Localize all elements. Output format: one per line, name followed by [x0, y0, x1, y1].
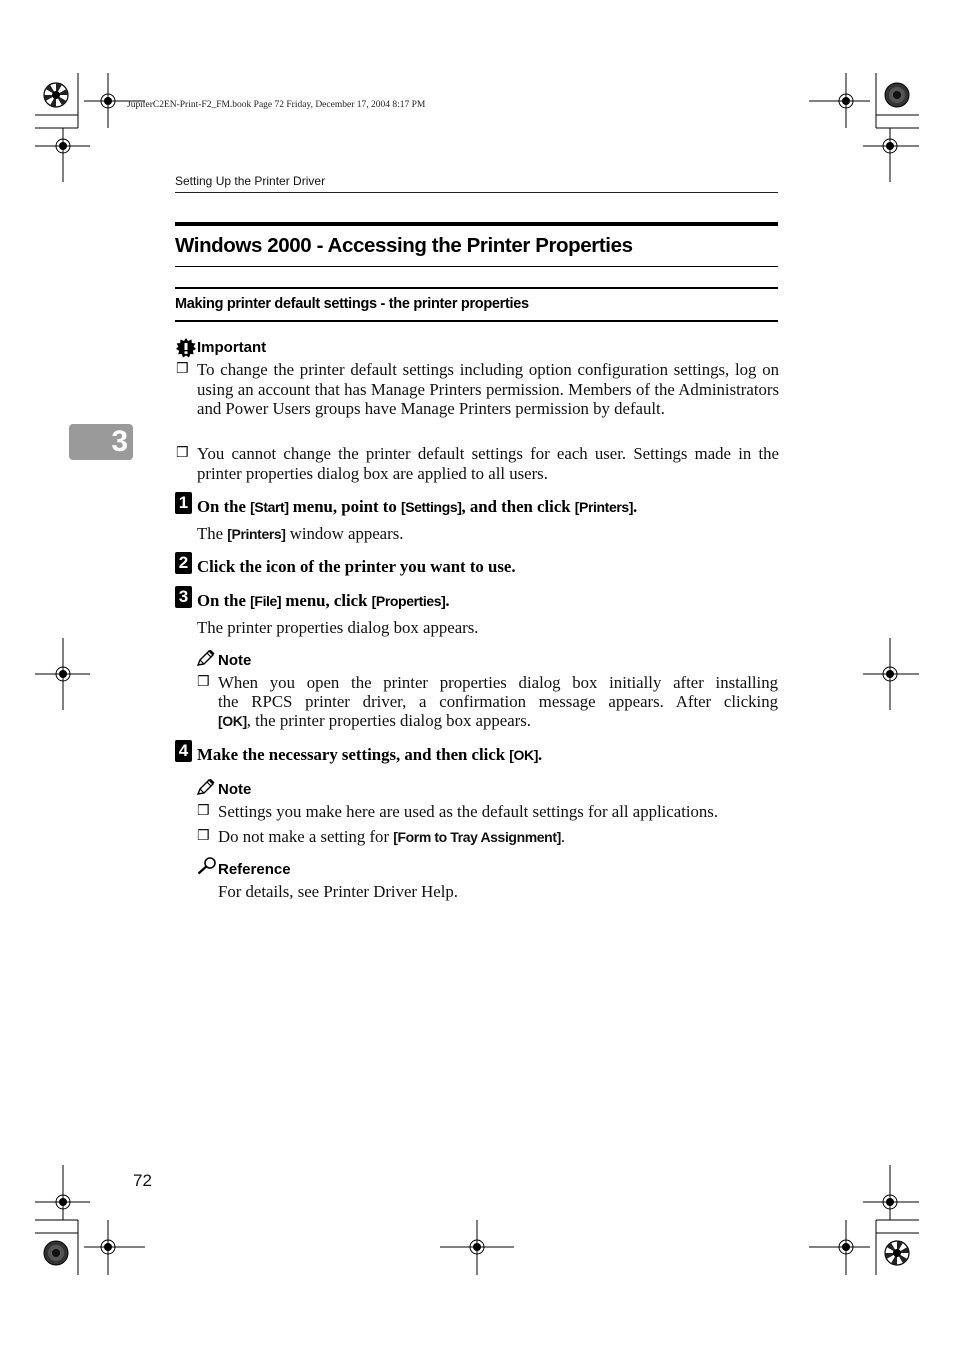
- step-4-text: Make the necessary settings, and then click: [197, 745, 510, 764]
- important-item-2: You cannot change the printer default settings for each user. Settings made in the printer properties dialog box are applied to all users.: [197, 444, 779, 483]
- note-item-line: [218, 711, 531, 732]
- file-info: JupiterC2EN-Print-F2_FM.book Page 72 Friday, December 17, 2004 8:17 PM: [127, 100, 426, 110]
- bullet-icon: ❒: [176, 361, 189, 377]
- note-item-text: .: [560, 827, 566, 846]
- section-heading: [175, 287, 778, 322]
- printers-menu-ref: [Printers]: [574, 499, 634, 515]
- step-1-result: [197, 524, 403, 545]
- step-3-text: On the: [197, 591, 251, 610]
- bullet-icon: ❒: [176, 445, 189, 461]
- section-heading-text: Making printer default settings - the printer properties: [175, 296, 529, 312]
- start-menu-ref: [Start]: [250, 499, 289, 515]
- step-3-text: .: [445, 591, 450, 610]
- step-number-4: 4: [175, 740, 192, 762]
- step-1-result-text: The: [197, 524, 228, 543]
- note-item-text: Do not make a setting for: [218, 827, 394, 846]
- printers-window-ref: [Printers]: [227, 526, 286, 542]
- step-1-text: On the: [197, 497, 251, 516]
- step-1-text: , and then click: [461, 497, 575, 516]
- step-2-instruction: Click the icon of the printer you want to use.: [197, 557, 516, 576]
- form-to-tray-ref: [Form to Tray Assignment]: [393, 829, 561, 845]
- note-item-text: , the printer properties dialog box appears.: [246, 711, 531, 730]
- step-1-instruction: [197, 497, 637, 517]
- step-3-instruction: [197, 591, 450, 611]
- reference-label: Reference: [218, 861, 291, 878]
- file-menu-ref: [File]: [250, 593, 282, 609]
- running-head: Setting Up the Printer Driver: [175, 174, 778, 193]
- step-4-instruction: [197, 745, 542, 765]
- pencil-icon: [197, 779, 215, 795]
- reference-text: For details, see Printer Driver Help.: [218, 882, 459, 901]
- pencil-icon: [197, 650, 215, 666]
- important-label: Important: [197, 339, 267, 356]
- magnifier-icon: [197, 857, 217, 875]
- step-1-text: menu, point to: [288, 497, 401, 516]
- step-number-1: 1: [175, 492, 192, 514]
- chapter-number: 3: [111, 425, 128, 458]
- step-number-2: 2: [175, 552, 192, 574]
- step-3-result: The printer properties dialog box appears.: [197, 618, 479, 637]
- page-title-text: Windows 2000 - Accessing the Printer Properties: [175, 234, 633, 257]
- note-item: Settings you make here are used as the default settings for all applications.: [218, 802, 719, 821]
- page-title: [175, 222, 778, 267]
- note-item-line: the RPCS printer driver, a confirmation message appears. After clicking: [218, 692, 778, 711]
- bullet-icon: ❒: [197, 803, 210, 819]
- step-number-3: 3: [175, 586, 192, 608]
- ok-button-ref: [OK]: [218, 713, 247, 729]
- settings-menu-ref: [Settings]: [400, 499, 462, 515]
- bullet-icon: ❒: [197, 674, 210, 690]
- step-1-text: .: [633, 497, 638, 516]
- page-number: 72: [133, 1171, 152, 1190]
- important-item-1: To change the printer default settings including option configuration settings, log on using an account that has Manage Printers permission. Members of the Administrators and Power Users groups have Manage Printers permission by default.: [197, 360, 779, 418]
- note-item: [218, 827, 565, 848]
- chapter-tab: [69, 424, 133, 460]
- important-icon: [176, 338, 196, 358]
- bullet-icon: ❒: [197, 828, 210, 844]
- note-label: Note: [218, 652, 252, 669]
- step-3-text: menu, click: [281, 591, 372, 610]
- ok-button-ref: [OK]: [509, 747, 539, 763]
- step-1-result-text: window appears.: [285, 524, 404, 543]
- step-4-text: .: [538, 745, 543, 764]
- properties-menu-ref: [Properties]: [371, 593, 446, 609]
- note-label: Note: [218, 781, 252, 798]
- note-item-line: When you open the printer properties dialog box initially after installing: [218, 673, 778, 692]
